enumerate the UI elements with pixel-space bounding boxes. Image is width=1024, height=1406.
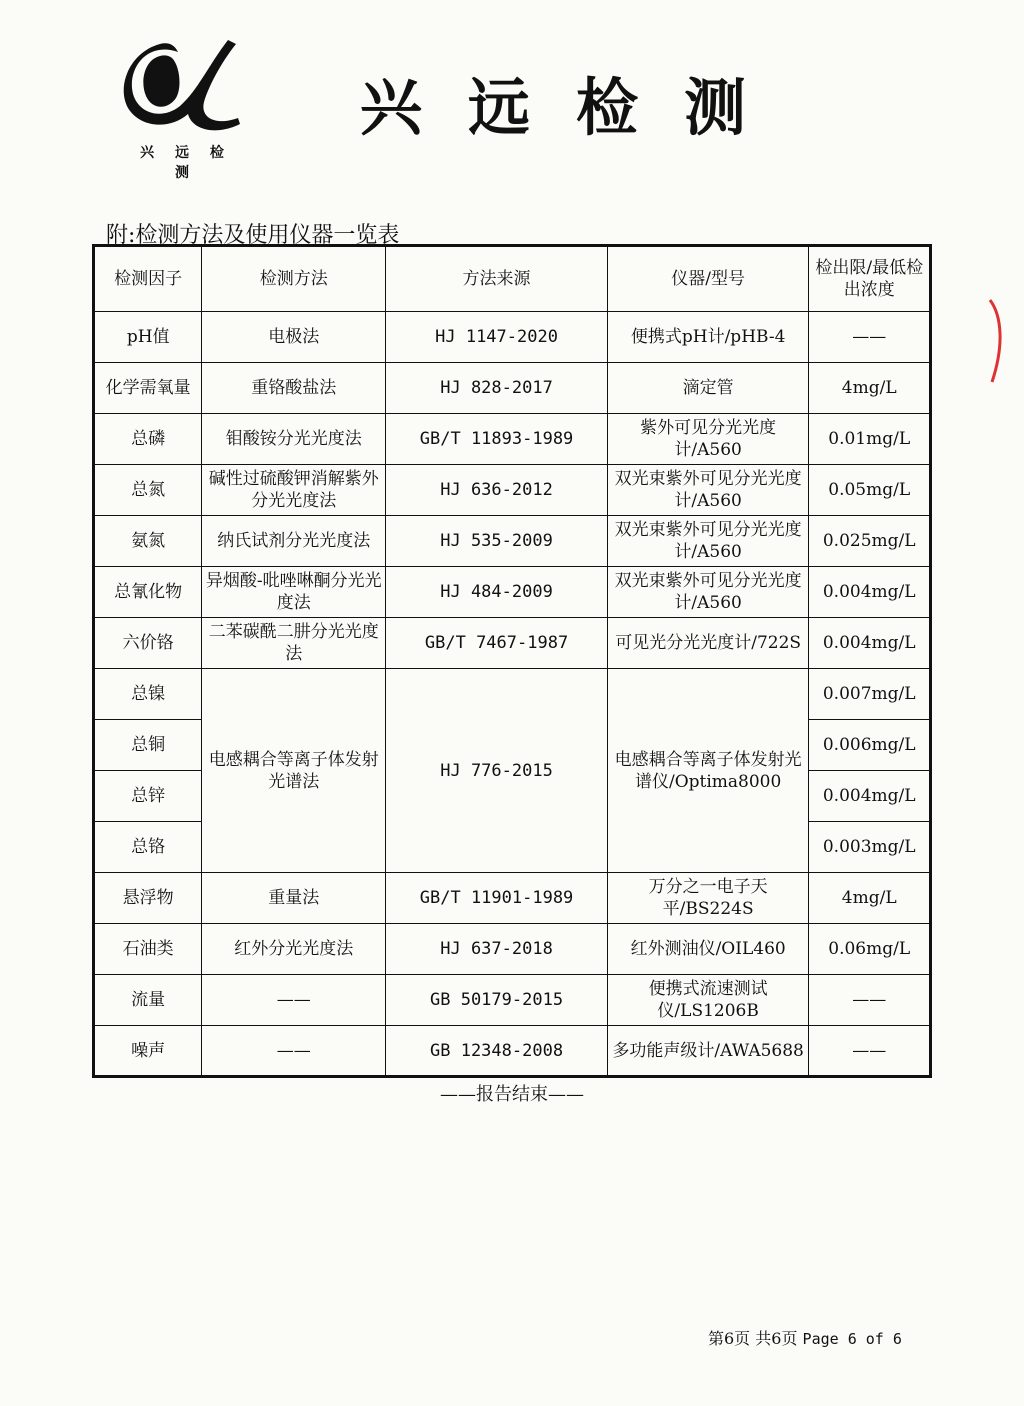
- cell-instrument: 双光束紫外可见分光光度计/A560: [607, 465, 809, 516]
- cell-factor: 总氮: [94, 465, 202, 516]
- cell-limit: 0.007mg/L: [809, 669, 931, 720]
- cell-method: 二苯碳酰二肼分光光度法: [202, 618, 386, 669]
- cell-instrument: 红外测油仪/OIL460: [607, 924, 809, 975]
- table-row: [94, 567, 931, 618]
- cell-factor: 氨氮: [94, 516, 202, 567]
- header-method: 检测方法: [202, 246, 386, 312]
- cell-limit: 0.004mg/L: [809, 567, 931, 618]
- cell-instrument-merged: 电感耦合等离子体发射光谱仪/Optima8000: [607, 669, 809, 873]
- header-factor: 检测因子: [94, 246, 202, 312]
- table-row: [94, 873, 931, 924]
- cell-method-merged: 电感耦合等离子体发射光谱法: [202, 669, 386, 873]
- table-row: [94, 618, 931, 669]
- cell-limit: 0.004mg/L: [809, 771, 931, 822]
- cell-limit: 0.004mg/L: [809, 618, 931, 669]
- cell-limit: 0.003mg/L: [809, 822, 931, 873]
- table-row: [94, 363, 931, 414]
- table-row: [94, 414, 931, 465]
- cell-source-merged: HJ 776-2015: [386, 669, 608, 873]
- cell-method: 电极法: [202, 312, 386, 363]
- report-end-note: ——报告结束——: [440, 1084, 584, 1105]
- cell-instrument: 可见光分光光度计/722S: [607, 618, 809, 669]
- cell-instrument: 双光束紫外可见分光光度计/A560: [607, 567, 809, 618]
- cell-source: GB/T 11901-1989: [386, 873, 608, 924]
- cell-instrument: 滴定管: [607, 363, 809, 414]
- cell-source: GB/T 11893-1989: [386, 414, 608, 465]
- cell-limit: ——: [809, 1026, 931, 1077]
- cell-limit: 4mg/L: [809, 363, 931, 414]
- cell-method: 重量法: [202, 873, 386, 924]
- cell-instrument: 多功能声级计/AWA5688: [607, 1026, 809, 1077]
- cell-limit: 0.006mg/L: [809, 720, 931, 771]
- table-row: [94, 516, 931, 567]
- cell-method: 碱性过硫酸钾消解紫外分光光度法: [202, 465, 386, 516]
- cell-instrument: 万分之一电子天平/BS224S: [607, 873, 809, 924]
- alpha-logo-icon: [120, 30, 250, 140]
- table-row: [94, 924, 931, 975]
- cell-limit: 0.06mg/L: [809, 924, 931, 975]
- company-brand-name: 兴远检测: [360, 71, 793, 144]
- methods-instruments-table: [92, 244, 932, 1078]
- cell-method: ——: [202, 975, 386, 1026]
- cell-instrument: 便携式流速测试仪/LS1206B: [607, 975, 809, 1026]
- cell-factor: 总镍: [94, 669, 202, 720]
- table-title: 附:检测方法及使用仪器一览表: [106, 223, 400, 248]
- page-number-cn: 第6页 共6页: [708, 1329, 798, 1348]
- cell-limit: 0.01mg/L: [809, 414, 931, 465]
- header-source: 方法来源: [386, 246, 608, 312]
- cell-source: HJ 636-2012: [386, 465, 608, 516]
- logo-caption: 兴 远 检 测: [140, 145, 232, 181]
- company-logo: [120, 30, 250, 181]
- cell-method: 重铬酸盐法: [202, 363, 386, 414]
- cell-method: 异烟酸-吡唑啉酮分光光度法: [202, 567, 386, 618]
- cell-source: HJ 828-2017: [386, 363, 608, 414]
- cell-factor: 总磷: [94, 414, 202, 465]
- cell-method: 钼酸铵分光光度法: [202, 414, 386, 465]
- cell-factor: pH值: [94, 312, 202, 363]
- cell-factor: 六价铬: [94, 618, 202, 669]
- table-header-row: [94, 246, 931, 312]
- cell-method: 纳氏试剂分光光度法: [202, 516, 386, 567]
- cell-factor: 石油类: [94, 924, 202, 975]
- cell-limit: 0.05mg/L: [809, 465, 931, 516]
- cell-instrument: 便携式pH计/pHB-4: [607, 312, 809, 363]
- cell-source: HJ 484-2009: [386, 567, 608, 618]
- cell-method: 红外分光光度法: [202, 924, 386, 975]
- table-row: [94, 465, 931, 516]
- cell-factor: 总氰化物: [94, 567, 202, 618]
- table-row: [94, 975, 931, 1026]
- table-row: [94, 312, 931, 363]
- cell-factor: 总铜: [94, 720, 202, 771]
- cell-method: ——: [202, 1026, 386, 1077]
- header-instrument: 仪器/型号: [607, 246, 809, 312]
- red-stamp-edge-mark: [982, 296, 1012, 386]
- cell-instrument: 双光束紫外可见分光光度计/A560: [607, 516, 809, 567]
- cell-instrument: 紫外可见分光光度计/A560: [607, 414, 809, 465]
- cell-limit: 0.025mg/L: [809, 516, 931, 567]
- page-footer: [708, 1326, 902, 1349]
- table-row: [94, 669, 931, 720]
- cell-factor: 化学需氧量: [94, 363, 202, 414]
- cell-source: HJ 535-2009: [386, 516, 608, 567]
- cell-source: HJ 637-2018: [386, 924, 608, 975]
- cell-factor: 悬浮物: [94, 873, 202, 924]
- cell-source: GB/T 7467-1987: [386, 618, 608, 669]
- table-row: [94, 1026, 931, 1077]
- cell-factor: 流量: [94, 975, 202, 1026]
- cell-factor: 总铬: [94, 822, 202, 873]
- cell-limit: ——: [809, 312, 931, 363]
- header-limit: 检出限/最低检出浓度: [809, 246, 931, 312]
- cell-limit: 4mg/L: [809, 873, 931, 924]
- cell-factor: 噪声: [94, 1026, 202, 1077]
- page-number-en: Page 6 of 6: [802, 1330, 902, 1348]
- cell-source: GB 12348-2008: [386, 1026, 608, 1077]
- cell-source: GB 50179-2015: [386, 975, 608, 1026]
- cell-limit: ——: [809, 975, 931, 1026]
- report-header: [0, 0, 1024, 200]
- cell-factor: 总锌: [94, 771, 202, 822]
- cell-source: HJ 1147-2020: [386, 312, 608, 363]
